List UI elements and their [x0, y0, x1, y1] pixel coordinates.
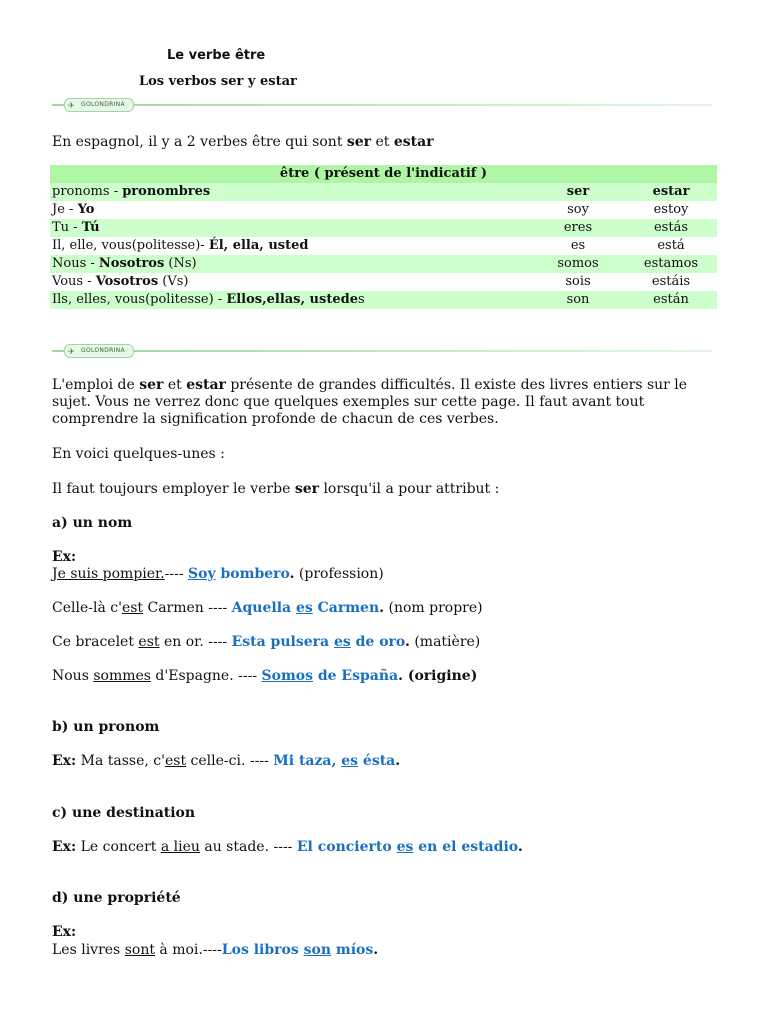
swallow-icon: ✈	[68, 347, 76, 356]
table-header-row	[50, 183, 717, 201]
heading-b: b) un pronom	[52, 719, 160, 735]
example-a4: Nous sommes d'Espagne. ---- Somos de España. (origine)	[52, 668, 478, 684]
table-caption: être ( présent de l'indicatif )	[50, 165, 717, 183]
example-a3: Ce bracelet est en or. ---- Esta pulsera es de oro. (matière)	[52, 634, 481, 650]
table-row: Vous - Vosotros (Vs) sois estáis	[52, 274, 691, 289]
intro-paragraph: En espagnol, il y a 2 verbes être qui sont ser et estar	[52, 134, 434, 150]
heading-d: d) une propriété	[52, 890, 181, 906]
example-c: Ex: Le concert a lieu au stade. ---- El concierto es en el estadio.	[52, 839, 523, 855]
table-row: Tu - Tú eres estás	[50, 219, 717, 237]
heading-a: a) un nom	[52, 515, 133, 531]
header-estar: estar	[625, 183, 717, 201]
divider-top	[52, 98, 712, 112]
example-a1: Je suis pompier.---- Soy bombero. (profession)	[52, 566, 384, 582]
example-label: Ex:	[52, 549, 77, 565]
page-subtitle: Los verbos ser y estar	[139, 74, 297, 89]
page-title: Le verbe être	[167, 48, 266, 63]
paragraph-difficulties: L'emploi de ser et estar présente de grandes difficultés. Il existe des livres entiers sur le sujet. Vous ne verrez donc que quelques exemples sur cette page. Il faut avant tout comprendre la signification profonde de chacun de ces verbes.	[52, 377, 688, 427]
paragraph-intro-list: En voici quelques-unes :	[52, 446, 225, 462]
table-caption-row	[50, 165, 717, 183]
golondrina-badge: ✈ GOLONDRINA	[64, 344, 134, 358]
paragraph-rule: Il faut toujours employer le verbe ser lorsqu'il a pour attribut :	[52, 481, 500, 497]
table-row: Nous - Nosotros (Ns) somos estamos	[50, 255, 717, 273]
header-ser: ser	[531, 183, 625, 201]
example-d: Les livres sont à moi.----Los libros son míos.	[52, 942, 379, 958]
example-label: Ex:	[52, 924, 77, 940]
divider-middle	[52, 344, 712, 358]
heading-c: c) une destination	[52, 805, 196, 821]
table-row: Je - Yo soy estoy	[52, 202, 689, 217]
table-row: Ils, elles, vous(politesse) - Ellos,ellas, ustedes son están	[50, 291, 717, 309]
swallow-icon: ✈	[68, 101, 76, 110]
header-pronouns: pronoms - pronombres	[50, 183, 531, 201]
table-row: Il, elle, vous(politesse)- Él, ella, usted es está	[52, 238, 685, 253]
conjugation-table	[50, 165, 717, 309]
example-a2: Celle-là c'est Carmen ---- Aquella es Carmen. (nom propre)	[52, 600, 483, 616]
golondrina-badge: ✈ GOLONDRINA	[64, 98, 134, 112]
example-b: Ex: Ma tasse, c'est celle-ci. ---- Mi taza, es ésta.	[52, 753, 401, 769]
